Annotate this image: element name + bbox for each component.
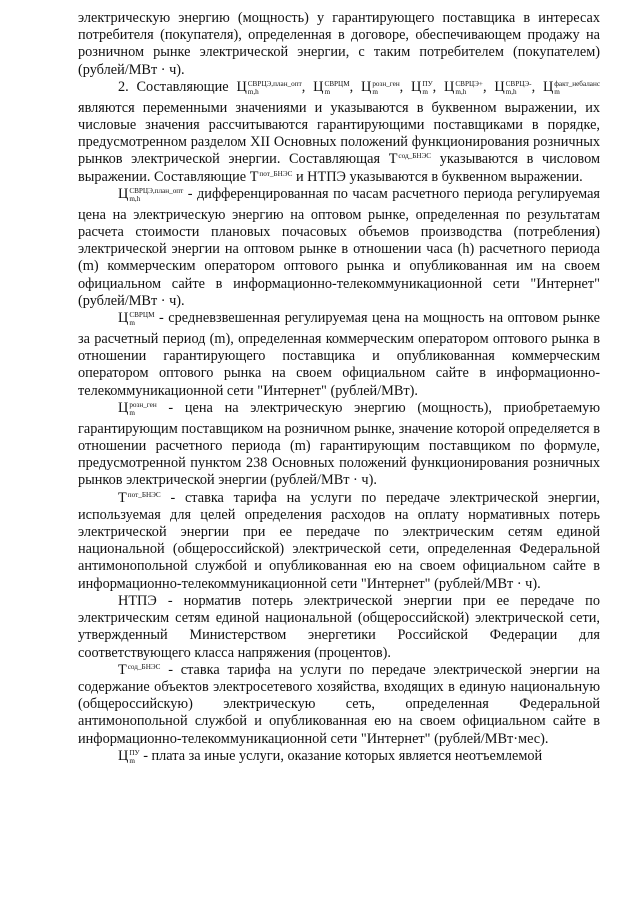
paragraph-4: Ц СВРЦМ m - средневзвешенная регулируемая цена на мощность на оптовом рынке за расчетный период (m), определенная коммерческим оператором оптового рынка в отношении гарантирующего поставщика и опубликованная коммерческим оператором оптового рынка на своем официальном сайте в информационно-телекоммуникационной сети "Интернет" (рублей/МВт). bbox=[78, 310, 600, 399]
symbol-t-pot-bnes: Т пот_БНЭС bbox=[118, 489, 161, 506]
paragraph-2-lead: 2. Составляющие bbox=[118, 78, 229, 95]
paragraph-2-body: являются переменными значениями и указываются в буквенном выражении, их числовые значения рассчитываются гарантирующими поставщиками в порядке, предусмотренном разделом XII Основных положений функционирования розничных рынков электрической энергии. Составляющая bbox=[78, 99, 600, 168]
symbol-t-pot-bnes: Т пот_БНЭС bbox=[249, 168, 293, 185]
document-page bbox=[78, 10, 600, 769]
symbol-c-svrtsm: Ц СВРЦМ m bbox=[118, 310, 155, 328]
symbol-c-pu: Ц ПУ m bbox=[411, 78, 433, 96]
symbol-c-svrtse-plan: Ц СВРЦЭ,план_опт m,h bbox=[118, 185, 184, 203]
symbol-c-svrtse-plan: Ц СВРЦЭ,план_опт m,h bbox=[236, 78, 302, 96]
symbol-t-sod-bnes: Т сод_БНЭС bbox=[388, 151, 432, 168]
symbol-c-fakt-nebalans: Ц факт_небаланс m bbox=[542, 78, 601, 96]
paragraph-8: Т сод_БНЭС - ставка тарифа на услуги по передаче электрической энергии на содержание объектов электросетевого хозяйства, входящих в единую национальную (общероссийскую) электрическую сеть, определенная Федеральной антимонопольной службой и опубликованная ею на своем официальном сайте в информационно-телекоммуникационной сети "Интернет" (рублей/МВт·мес). bbox=[78, 661, 601, 747]
paragraph-1: электрическую энергию (мощность) у гарантирующего поставщика в интересах потребителя (покупателя), определенная в договоре, обеспечивающем продажу на розничном рынке электрической энергии, с таким потребителем (покупателем) (рублей/МВт · ч). bbox=[78, 10, 600, 78]
paragraph-6: Т пот_БНЭС - ставка тарифа на услуги по передаче электрической энергии, используемая для целей определения расходов на оплату нормативных потерь электрической энергии при ее передаче по электрическим сетям единой национальной (общероссийской) электрической сети, определенная Федеральной антимонопольной службой и опубликованная ею на своем официальном сайте в информационно-телекоммуникационной сети "Интернет" (рублей/МВт · ч). bbox=[78, 489, 600, 592]
paragraph-9: Ц ПУ m - плата за иные услуги, оказание которых является неотъемлемой bbox=[78, 748, 600, 769]
paragraph-3: Ц СВРЦЭ,план_опт m,h - дифференцированная по часам расчетного периода регулируемая цена на электрическую энергию на оптовом рынке, определенная по результатам расчета стоимости плановых почасовых объемов производства (потребления) электрической энергии на оптовом рынке в отношении часа (h) расчетного периода (m) коммерческим оператором оптового рынка и опубликованная им на своем официальном сайте в информационно-телекоммуникационной сети "Интернет" (рублей/МВт · ч). bbox=[78, 185, 600, 309]
paragraph-5: Ц розн_ген m - цена на электрическую энергию (мощность), приобретаемую гарантирующим поставщиком на розничном рынке, значение которой определяется в отношении расчетного периода (m) гарантирующим поставщиком по формуле, предусмотренной пунктом 238 Основных положений функционирования розничных рынков электрической энергии (рублей/МВт · ч). bbox=[78, 399, 600, 489]
symbol-c-rozn-gen: Ц розн_ген m bbox=[360, 78, 400, 96]
paragraph-7: НТПЭ - норматив потерь электрической энергии при ее передаче по электрическим сетям единой национальной (общероссийской) электрической сети, утвержденный Министерством энергетики Российской Федерации для соответствующего класса напряжения (процентов). bbox=[78, 592, 600, 661]
symbol-c-pu: Ц ПУ m bbox=[118, 747, 140, 765]
symbol-c-svrtse-plus: Ц СВРЦЭ+ m,h bbox=[444, 78, 483, 96]
paragraph-2-mid: указываются в числовом выражении. Составляющие bbox=[78, 151, 600, 185]
symbol-c-rozn-gen: Ц розн_ген m bbox=[118, 399, 157, 417]
symbol-c-svrtsm: Ц СВРЦМ m bbox=[313, 78, 350, 96]
paragraph-2: 2. Составляющие Ц СВРЦЭ,план_опт m,h , Ц СВРЦМ m , Ц розн_ген m , Ц ПУ m , Ц СВРЦЭ+ m,h , Ц СВРЦЭ- m,h , Ц факт_небаланс m являются переменными значениями и указываются в буквенном выражении, их числовые значения рассчитываются гарантирующими поставщиками в порядке, предусмотренном разделом XII Основных положений функционирования розничных рынков электрической энергии. Составляющая Т сод_БНЭС указываются в числовом выражении. Составляющие Т пот_БНЭС и НТПЭ указываются в буквенном выражении. bbox=[78, 78, 601, 185]
symbol-t-sod-bnes: Т сод_БНЭС bbox=[118, 661, 161, 678]
paragraph-2-tail: и НТПЭ указываются в буквенном выражении. bbox=[295, 168, 583, 185]
symbol-c-svrtse-minus: Ц СВРЦЭ- m,h bbox=[494, 78, 532, 96]
